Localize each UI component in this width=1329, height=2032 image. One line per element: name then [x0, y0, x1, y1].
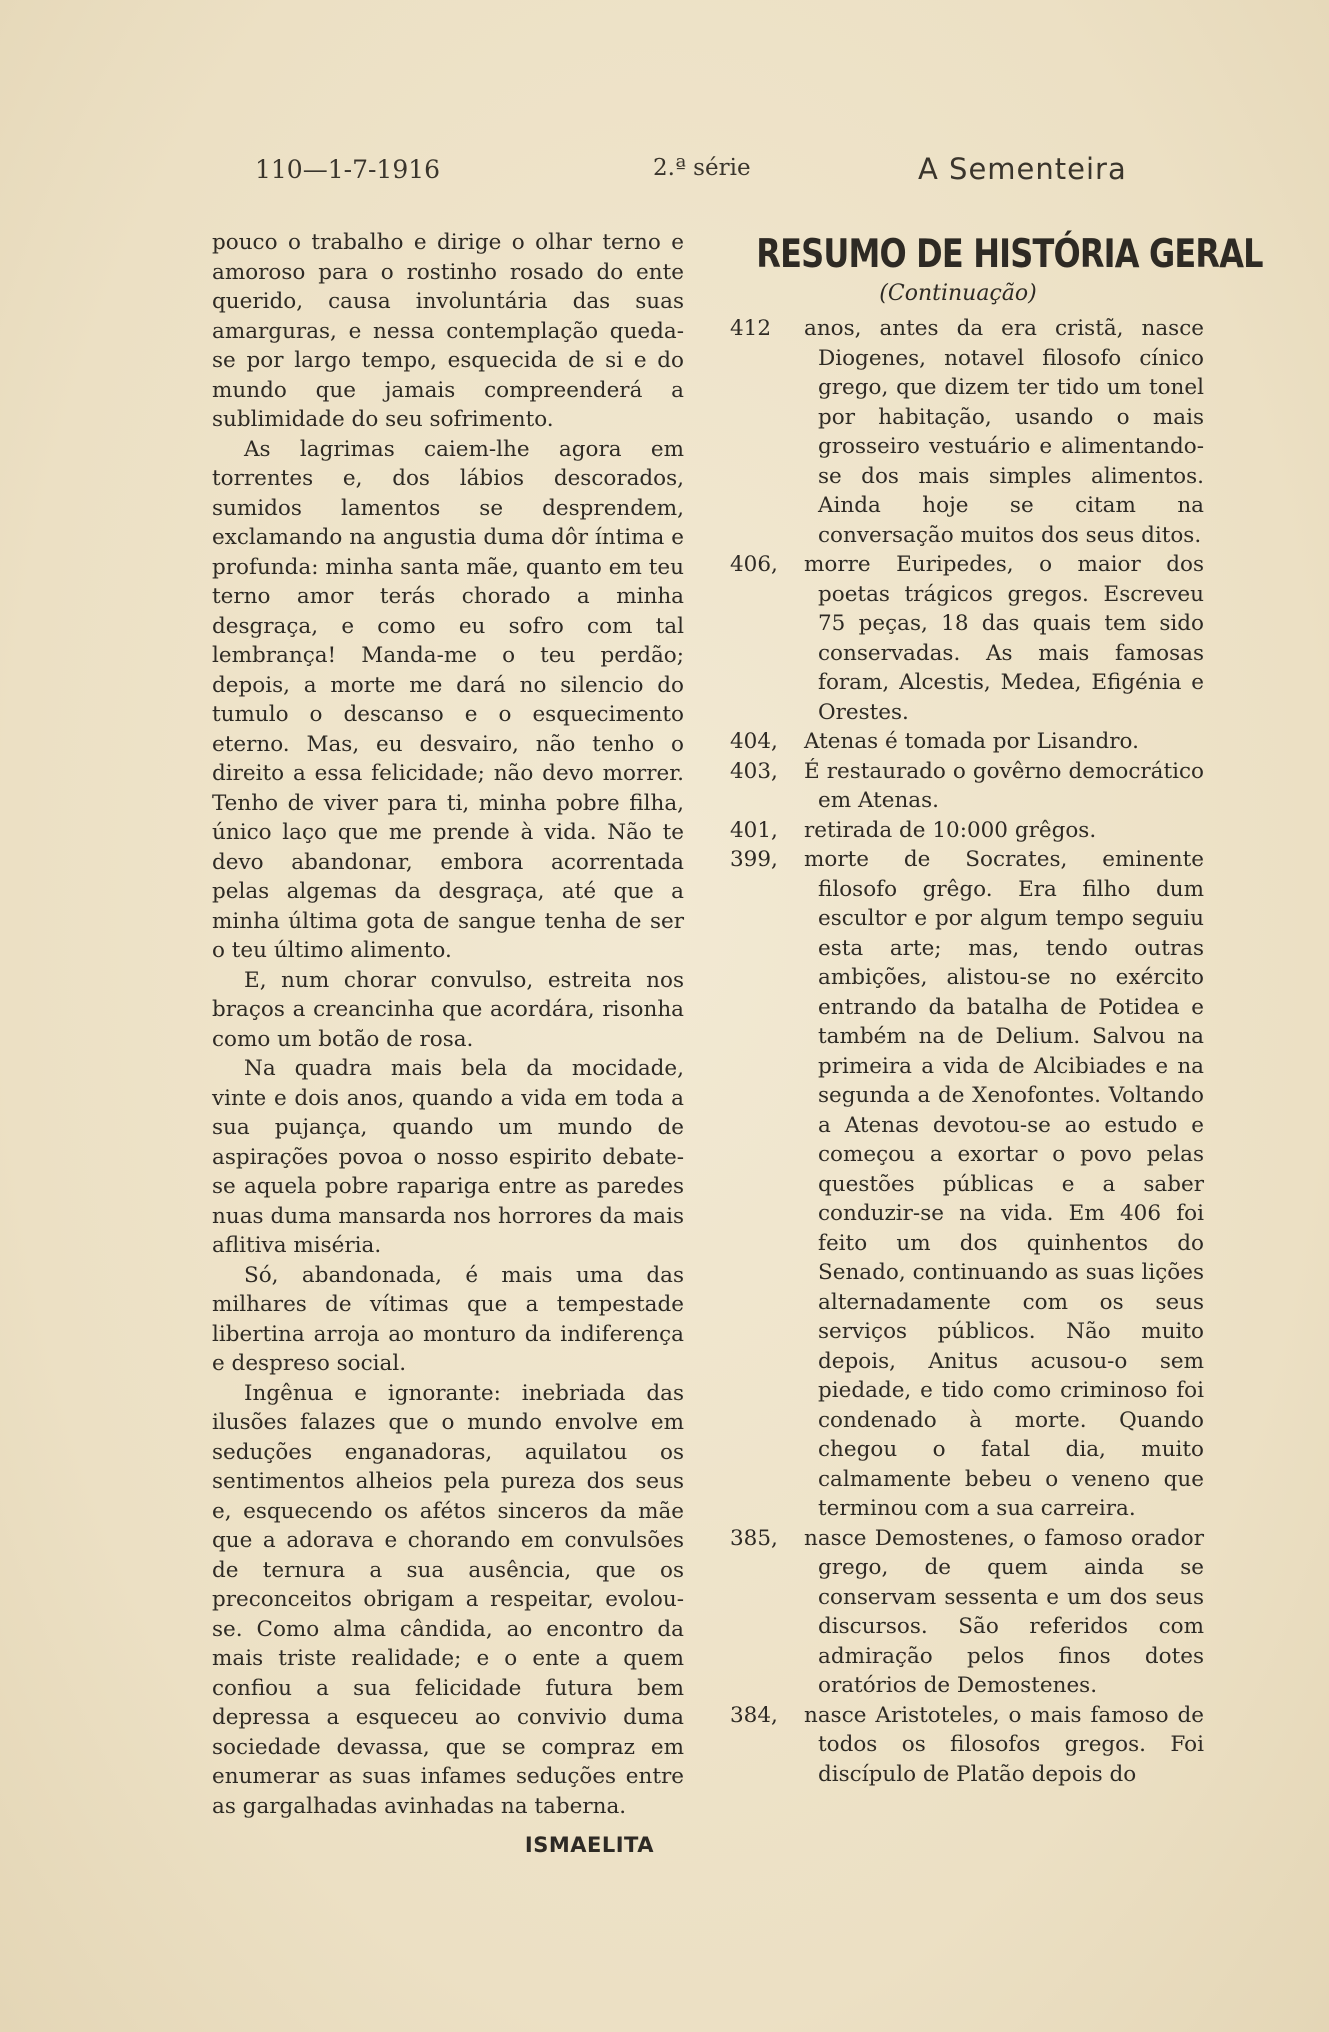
history-entry	[712, 550, 1204, 727]
section-subtitle: (Continuação)	[879, 281, 1037, 306]
entry-year: 384,	[730, 1702, 778, 1728]
paragraph: As lagrimas caiem-lhe agora em torrentes e, dos lábios descorados, sumidos lamentos se desprendem, exclamando na angustia duma dôr íntima e profunda: minha santa mãe, quanto em teu terno amor terás chorado a minha desgraça, e como eu sofro com tal lembrança! Manda-me o teu perdão; depois, a morte me dará no silencio do tumulo o descanso e o esquecimento eterno. Mas, eu desvairo, não tenho o direito a essa felicidade; não devo morrer. Tenho de viver para ti, minha pobre filha, único laço que me prende à vida. Não te devo abandonar, embora acorrentada pelas algemas da desgraça, até que a minha última gota de sangue tenha de ser o teu último alimento.	[212, 436, 684, 963]
entry-year: 401,	[730, 817, 778, 843]
history-entry	[712, 757, 1204, 816]
entry-year: 385,	[730, 1525, 778, 1551]
publication-title: A Sementeira	[918, 152, 1127, 186]
history-entry	[712, 314, 1204, 550]
entry-year: 403,	[730, 758, 778, 784]
left-column-article	[212, 228, 684, 1861]
history-entry	[712, 727, 1204, 757]
entry-year: 412	[730, 316, 772, 341]
section-title: RESUMO DE HISTÓRIA GERAL	[756, 232, 1263, 277]
paragraph: pouco o trabalho e dirige o olhar terno e amoroso para o rostinho rosado do ente querido, causa involuntária das suas amarguras, e nessa contemplação queda-se por largo tempo, esquecida de si e do mundo que jamais compreenderá a sublimidade do seu sofrimento.	[212, 230, 684, 432]
paragraph: Na quadra mais bela da mocidade, vinte e dois anos, quando a vida em toda a sua pujança, quando um mundo de aspirações povoa o nosso espirito debate-se aquela pobre rapariga entre as paredes nuas duma mansarda nos horrores da mais aflitiva miséria.	[212, 1056, 684, 1258]
right-column-history	[712, 232, 1263, 1789]
history-entry	[712, 816, 1204, 846]
entry-text: nasce Demostenes, o famoso orador grego, de quem ainda se conservam sessenta e um dos seus discursos. São referidos com admiração pelos finos dotes oratórios de Demostenes.	[804, 1525, 1204, 1698]
entry-year: 399,	[730, 847, 778, 872]
entry-text: retirada de 10:000 grêgos.	[804, 817, 1097, 843]
issue-date: 110—1-7-1916	[255, 155, 441, 184]
entry-text: morre Euripedes, o maior dos poetas trágicos gregos. Escreveu 75 peças, 18 das quais tem sido conservadas. As mais famosas foram, Alcestis, Medea, Efigénia e Orestes.	[804, 552, 1204, 725]
entry-year: 404,	[730, 729, 778, 754]
history-entry	[712, 1701, 1204, 1790]
series-label: 2.ª série	[653, 155, 751, 181]
paragraph: Ingênua e ignorante: inebriada das ilusões falazes que o mundo envolve em seduções enganadoras, aquilatou os sentimentos alheios pela pureza dos seus e, esquecendo os afétos sinceros da mãe que a adorava e chorando em convulsões de ternura a sua ausência, que os preconceitos obrigam a respeitar, evolou-se. Como alma cândida, ao encontro da mais triste realidade; e o ente a quem confiou a sua felicidade futura bem depressa a esqueceu ao convivio duma sociedade devassa, que se compraz em enumerar as suas infames seduções entre as gargalhadas avinhadas na taberna.	[212, 1380, 684, 1819]
entry-text: Atenas é tomada por Lisandro.	[804, 729, 1139, 754]
paragraph: Só, abandonada, é mais uma das milhares de vítimas que a tempestade libertina arroja ao monturo da indiferença e despreso social.	[212, 1262, 684, 1376]
entry-text: morte de Socrates, eminente filosofo grêgo. Era filho dum escultor e por algum tempo seguiu esta arte; mas, tendo outras ambições, alistou-se no exército entrando da batalha de Potidea e também na de Delium. Salvou na primeira a vida de Alcibiades e na segunda a de Xenofontes. Voltando a Atenas devotou-se ao estudo e começou a exortar o povo pelas questões públicas e a saber conduzir-se na vida. Em 406 foi feito um dos quinhentos do Senado, continuando as suas lições alternadamente com os seus serviços públicos. Não muito depois, Anitus acusou-o sem piedade, e tido como criminoso foi condenado à morte. Quando chegou o fatal dia, muito calmamente bebeu o veneno que terminou com a sua carreira.	[804, 847, 1204, 1521]
author-signature: ISMAELITA	[524, 1833, 654, 1857]
history-entry	[712, 845, 1204, 1524]
entry-text: nasce Aristoteles, o mais famoso de todos os filosofos gregos. Foi discípulo de Platão depois do	[804, 1702, 1204, 1787]
paragraph: E, num chorar convulso, estreita nos braços a creancinha que acordára, risonha como um botão de rosa.	[212, 967, 684, 1052]
entry-year: 406,	[730, 552, 778, 577]
history-entry	[712, 1524, 1204, 1701]
entry-text: anos, antes da era cristã, nasce Diogenes, notavel filosofo cínico grego, que dizem ter tido um tonel por habitação, usando o mais grosseiro vestuário e alimentando-se dos mais simples alimentos. Ainda hoje se citam na conversação muitos dos seus ditos.	[804, 316, 1204, 548]
entry-text: É restaurado o govêrno democrático em Atenas.	[804, 758, 1204, 813]
